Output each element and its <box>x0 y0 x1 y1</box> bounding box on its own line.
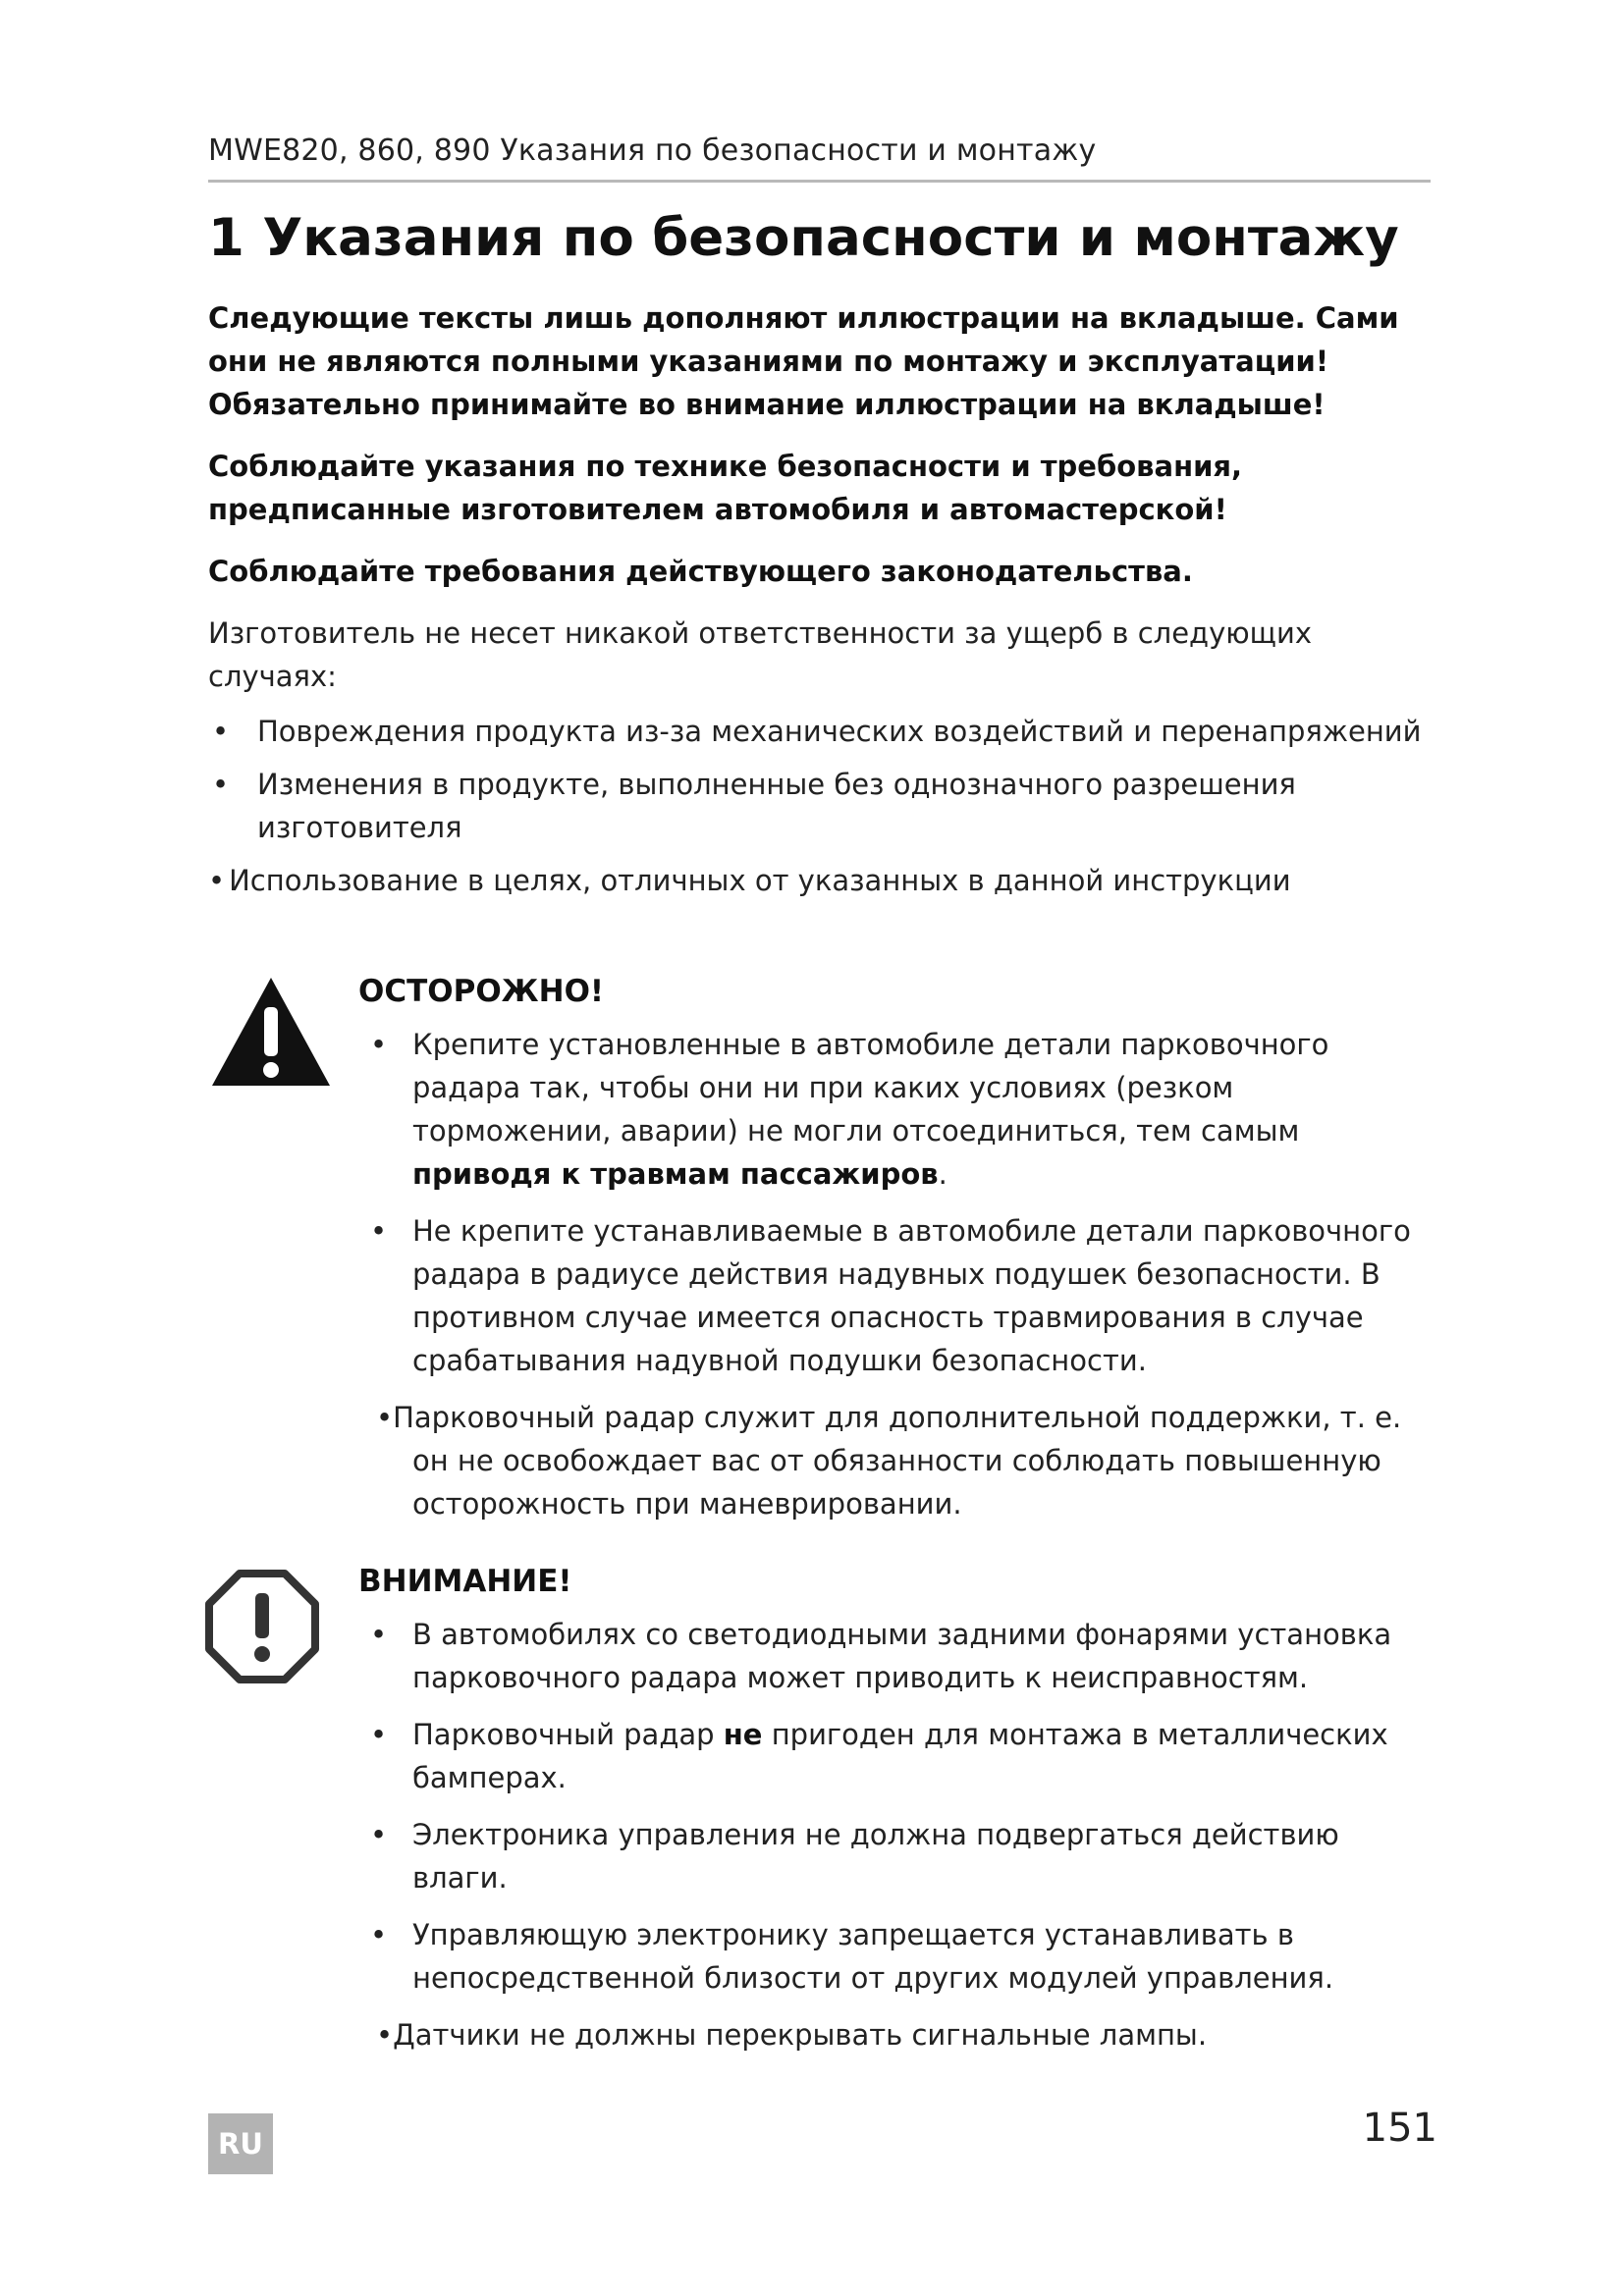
attention-heading: ВНИМАНИЕ! <box>358 1564 572 1599</box>
bullet: • <box>376 1401 394 1434</box>
running-header: MWE820, 860, 890 Указания по безопасности и монтажу <box>208 133 1431 183</box>
bullet: • <box>370 1214 388 1248</box>
bullet: • <box>370 1618 388 1651</box>
intro-section <box>208 296 1435 912</box>
list-item-text: Парковочный радар <box>412 1718 724 1751</box>
list-item-text: Датчики не должны перекрывать сигнальные лампы. <box>393 2018 1208 2052</box>
list-item <box>358 1209 1435 1382</box>
list-item-text: В автомобилях со светодиодными задними фонарями установка парковочного радара может приводить к неисправностям. <box>412 1618 1392 1694</box>
emphasis-text: приводя к травмам пассажиров <box>412 1157 939 1191</box>
bullet: • <box>370 1818 388 1851</box>
page-number: 151 <box>1362 2106 1437 2151</box>
octagon-exclamation-icon <box>203 1568 321 1685</box>
list-item-text: Управляющую электронику запрещается устанавливать в непосредственной близости от других модулей управления. <box>412 1918 1334 1995</box>
caution-list <box>358 1023 1435 1525</box>
chapter-title: 1 Указания по безопасности и монтажу <box>208 208 1399 268</box>
emphasis-text: не <box>723 1718 763 1751</box>
intro-bold-paragraph: Следующие тексты лишь дополняют иллюстрации на вкладыше. Сами они не являются полными указаниями по монтажу и эксплуатации! Обязательно принимайте во внимание иллюстрации на вкладыше! <box>208 301 1399 421</box>
caution-notice <box>358 974 1435 1539</box>
list-item <box>358 1396 1435 1525</box>
bullet: • <box>370 1028 388 1061</box>
list-item <box>208 763 1435 849</box>
intro-bold-paragraph: Соблюдайте требования действующего законодательства. <box>208 555 1193 588</box>
bullet: • <box>212 768 230 801</box>
bullet: • <box>208 864 226 897</box>
bullet: • <box>370 1918 388 1951</box>
language-tab: RU <box>208 2113 273 2174</box>
liability-list <box>208 710 1435 902</box>
list-item <box>208 859 1435 902</box>
bullet: • <box>212 715 230 748</box>
list-item-text: Изменения в продукте, выполненные без однозначного разрешения изготовителя <box>257 768 1296 844</box>
list-item-text: Повреждения продукта из-за механических воздействий и перенапряжений <box>257 715 1422 748</box>
list-item <box>358 2013 1435 2056</box>
list-item <box>358 1813 1435 1899</box>
caution-heading: ОСТОРОЖНО! <box>358 974 605 1009</box>
list-item-text: Не крепите устанавливаемые в автомобиле детали парковочного радара в радиусе действия надувных подушек безопасности. В противном случае имеется опасность травмирования в случае срабатывания надувной подушки безопасности. <box>412 1214 1411 1377</box>
attention-notice <box>358 1564 1435 2070</box>
attention-list <box>358 1613 1435 2056</box>
list-item-text: Использование в целях, отличных от указанных в данной инструкции <box>229 864 1291 897</box>
list-item <box>358 1023 1435 1196</box>
bullet: • <box>376 2018 394 2052</box>
intro-bold-paragraph: Соблюдайте указания по технике безопасности и требования, предписанные изготовителем автомобиля и автомастерской! <box>208 450 1243 526</box>
bullet: • <box>370 1718 388 1751</box>
liability-statement: Изготовитель не несет никакой ответственности за ущерб в следующих случаях: <box>208 616 1313 693</box>
list-item-text: пригоден для монтажа в металлических бамперах. <box>412 1718 1388 1794</box>
list-item <box>358 1913 1435 2000</box>
warning-triangle-icon <box>208 974 334 1090</box>
list-item <box>358 1613 1435 1699</box>
list-item <box>208 710 1435 753</box>
list-item <box>358 1713 1435 1799</box>
list-item-text: Крепите установленные в автомобиле детали парковочного радара так, чтобы они ни при каких условиях (резком торможении, аварии) не могли отсоединиться, тем самым <box>412 1028 1329 1148</box>
list-item-text: Электроника управления не должна подвергаться действию влаги. <box>412 1818 1339 1895</box>
list-item-text: Парковочный радар служит для дополнительной поддержки, т. е. он не освобождает вас от обязанности соблюдать повышенную осторожность при маневрировании. <box>393 1401 1402 1521</box>
list-item-text: . <box>938 1157 947 1191</box>
